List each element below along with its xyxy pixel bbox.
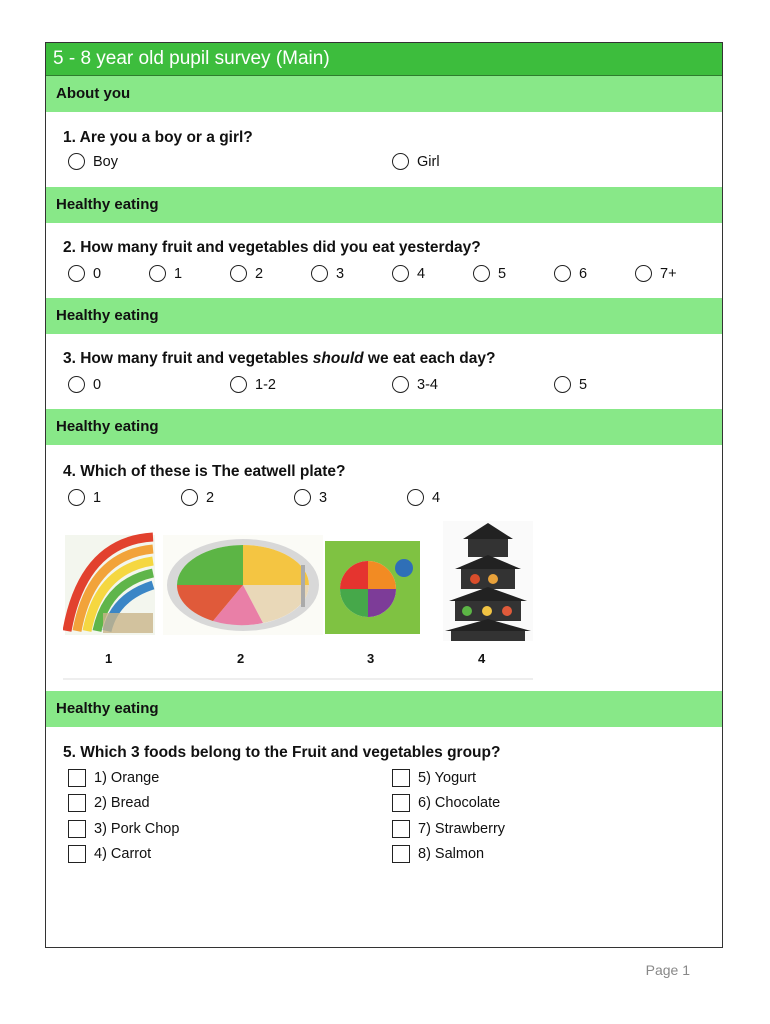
q2-option-4[interactable] [392, 265, 425, 282]
radio-button[interactable] [554, 265, 571, 282]
section-header-healthy-eating: Healthy eating [46, 691, 722, 727]
radio-button[interactable] [68, 265, 85, 282]
checkbox[interactable] [392, 820, 410, 838]
option-label: 3) Pork Chop [94, 821, 180, 837]
checkbox[interactable] [68, 820, 86, 838]
rainbow-guide-image [65, 535, 155, 635]
option-label: Boy [93, 153, 118, 170]
radio-button[interactable] [68, 489, 85, 506]
checkbox[interactable] [392, 845, 410, 863]
option-label: 1) Orange [94, 770, 160, 786]
q5-option-yogurt[interactable] [392, 769, 476, 787]
option-label: 7) Strawberry [418, 821, 506, 837]
question-text: we eat each day? [363, 350, 496, 367]
myplate-image [325, 541, 420, 634]
q5-option-carrot[interactable] [68, 845, 151, 863]
radio-button[interactable] [311, 265, 328, 282]
form-title: 5 - 8 year old pupil survey (Main) [46, 43, 722, 76]
radio-button[interactable] [68, 376, 85, 393]
q1-option-girl[interactable] [392, 153, 440, 170]
q3-option-0[interactable] [68, 376, 101, 393]
option-label: 6) Chocolate [418, 795, 501, 811]
option-label: 4 [432, 489, 441, 506]
q4-option-3[interactable] [294, 489, 327, 506]
option-label: 1 [93, 489, 102, 506]
eatwell-plate-image [163, 535, 323, 635]
question-3 [63, 350, 495, 368]
radio-button[interactable] [68, 153, 85, 170]
q5-option-bread[interactable] [68, 794, 150, 812]
option-label: 3-4 [417, 376, 438, 393]
question-4: 4. Which of these is The eatwell plate? [63, 463, 346, 480]
option-label: 4) Carrot [94, 846, 152, 862]
question-emphasis: should [312, 350, 364, 367]
question-2: 2. How many fruit and vegetables did you eat yesterday? [63, 239, 481, 256]
q3-option-5[interactable] [554, 376, 587, 393]
option-label: 5 [498, 265, 507, 282]
q4-option-2[interactable] [181, 489, 214, 506]
q1-option-boy[interactable] [68, 153, 118, 170]
option-label: 2 [255, 265, 264, 282]
option-label: 2 [206, 489, 215, 506]
checkbox[interactable] [68, 794, 86, 812]
q2-option-3[interactable] [311, 265, 344, 282]
q5-option-salmon[interactable] [392, 845, 484, 863]
option-label: 3 [319, 489, 328, 506]
option-label: 7+ [660, 265, 677, 282]
option-label: 6 [579, 265, 588, 282]
food-guide-illustrations [63, 521, 533, 681]
radio-button[interactable] [230, 376, 247, 393]
radio-button[interactable] [230, 265, 247, 282]
option-label: 3 [336, 265, 345, 282]
radio-button[interactable] [635, 265, 652, 282]
q2-option-5[interactable] [473, 265, 506, 282]
image-label-1: 1 [105, 651, 113, 666]
q5-option-strawberry[interactable] [392, 820, 505, 838]
checkbox[interactable] [68, 845, 86, 863]
q5-option-orange[interactable] [68, 769, 159, 787]
pagoda-pyramid-image [443, 521, 533, 641]
option-label: 5) Yogurt [418, 770, 477, 786]
option-label: Girl [417, 153, 440, 170]
q3-option-3-4[interactable] [392, 376, 438, 393]
q4-option-4[interactable] [407, 489, 440, 506]
option-label: 2) Bread [94, 795, 150, 811]
q2-option-0[interactable] [68, 265, 101, 282]
q5-option-chocolate[interactable] [392, 794, 500, 812]
radio-button[interactable] [294, 489, 311, 506]
image-label-4: 4 [478, 651, 486, 666]
food-guide-images [63, 521, 533, 681]
page-number: Page 1 [645, 962, 690, 978]
section-header-healthy-eating: Healthy eating [46, 409, 722, 445]
radio-button[interactable] [554, 376, 571, 393]
question-1: 1. Are you a boy or a girl? [63, 129, 253, 146]
section-header-healthy-eating: Healthy eating [46, 187, 722, 223]
radio-button[interactable] [392, 153, 409, 170]
checkbox[interactable] [68, 769, 86, 787]
option-label: 1-2 [255, 376, 276, 393]
q2-option-2[interactable] [230, 265, 263, 282]
option-label: 0 [93, 376, 102, 393]
q2-option-1[interactable] [149, 265, 182, 282]
radio-button[interactable] [149, 265, 166, 282]
image-label-2: 2 [237, 651, 245, 666]
q2-option-6[interactable] [554, 265, 587, 282]
option-label: 1 [174, 265, 183, 282]
section-header-healthy-eating: Healthy eating [46, 298, 722, 334]
section-header-about-you: About you [46, 76, 722, 112]
radio-button[interactable] [392, 265, 409, 282]
survey-form [45, 42, 723, 948]
question-text: 3. How many fruit and vegetables [63, 350, 313, 367]
radio-button[interactable] [392, 376, 409, 393]
q4-option-1[interactable] [68, 489, 101, 506]
option-label: 5 [579, 376, 588, 393]
radio-button[interactable] [473, 265, 490, 282]
radio-button[interactable] [181, 489, 198, 506]
checkbox[interactable] [392, 794, 410, 812]
image-label-3: 3 [367, 651, 375, 666]
question-5: 5. Which 3 foods belong to the Fruit and vegetables group? [63, 744, 501, 761]
option-label: 0 [93, 265, 102, 282]
q3-option-1-2[interactable] [230, 376, 276, 393]
option-label: 8) Salmon [418, 846, 485, 862]
q5-option-pork-chop[interactable] [68, 820, 179, 838]
q2-option-7-plus[interactable] [635, 265, 677, 282]
option-label: 4 [417, 265, 426, 282]
radio-button[interactable] [407, 489, 424, 506]
checkbox[interactable] [392, 769, 410, 787]
